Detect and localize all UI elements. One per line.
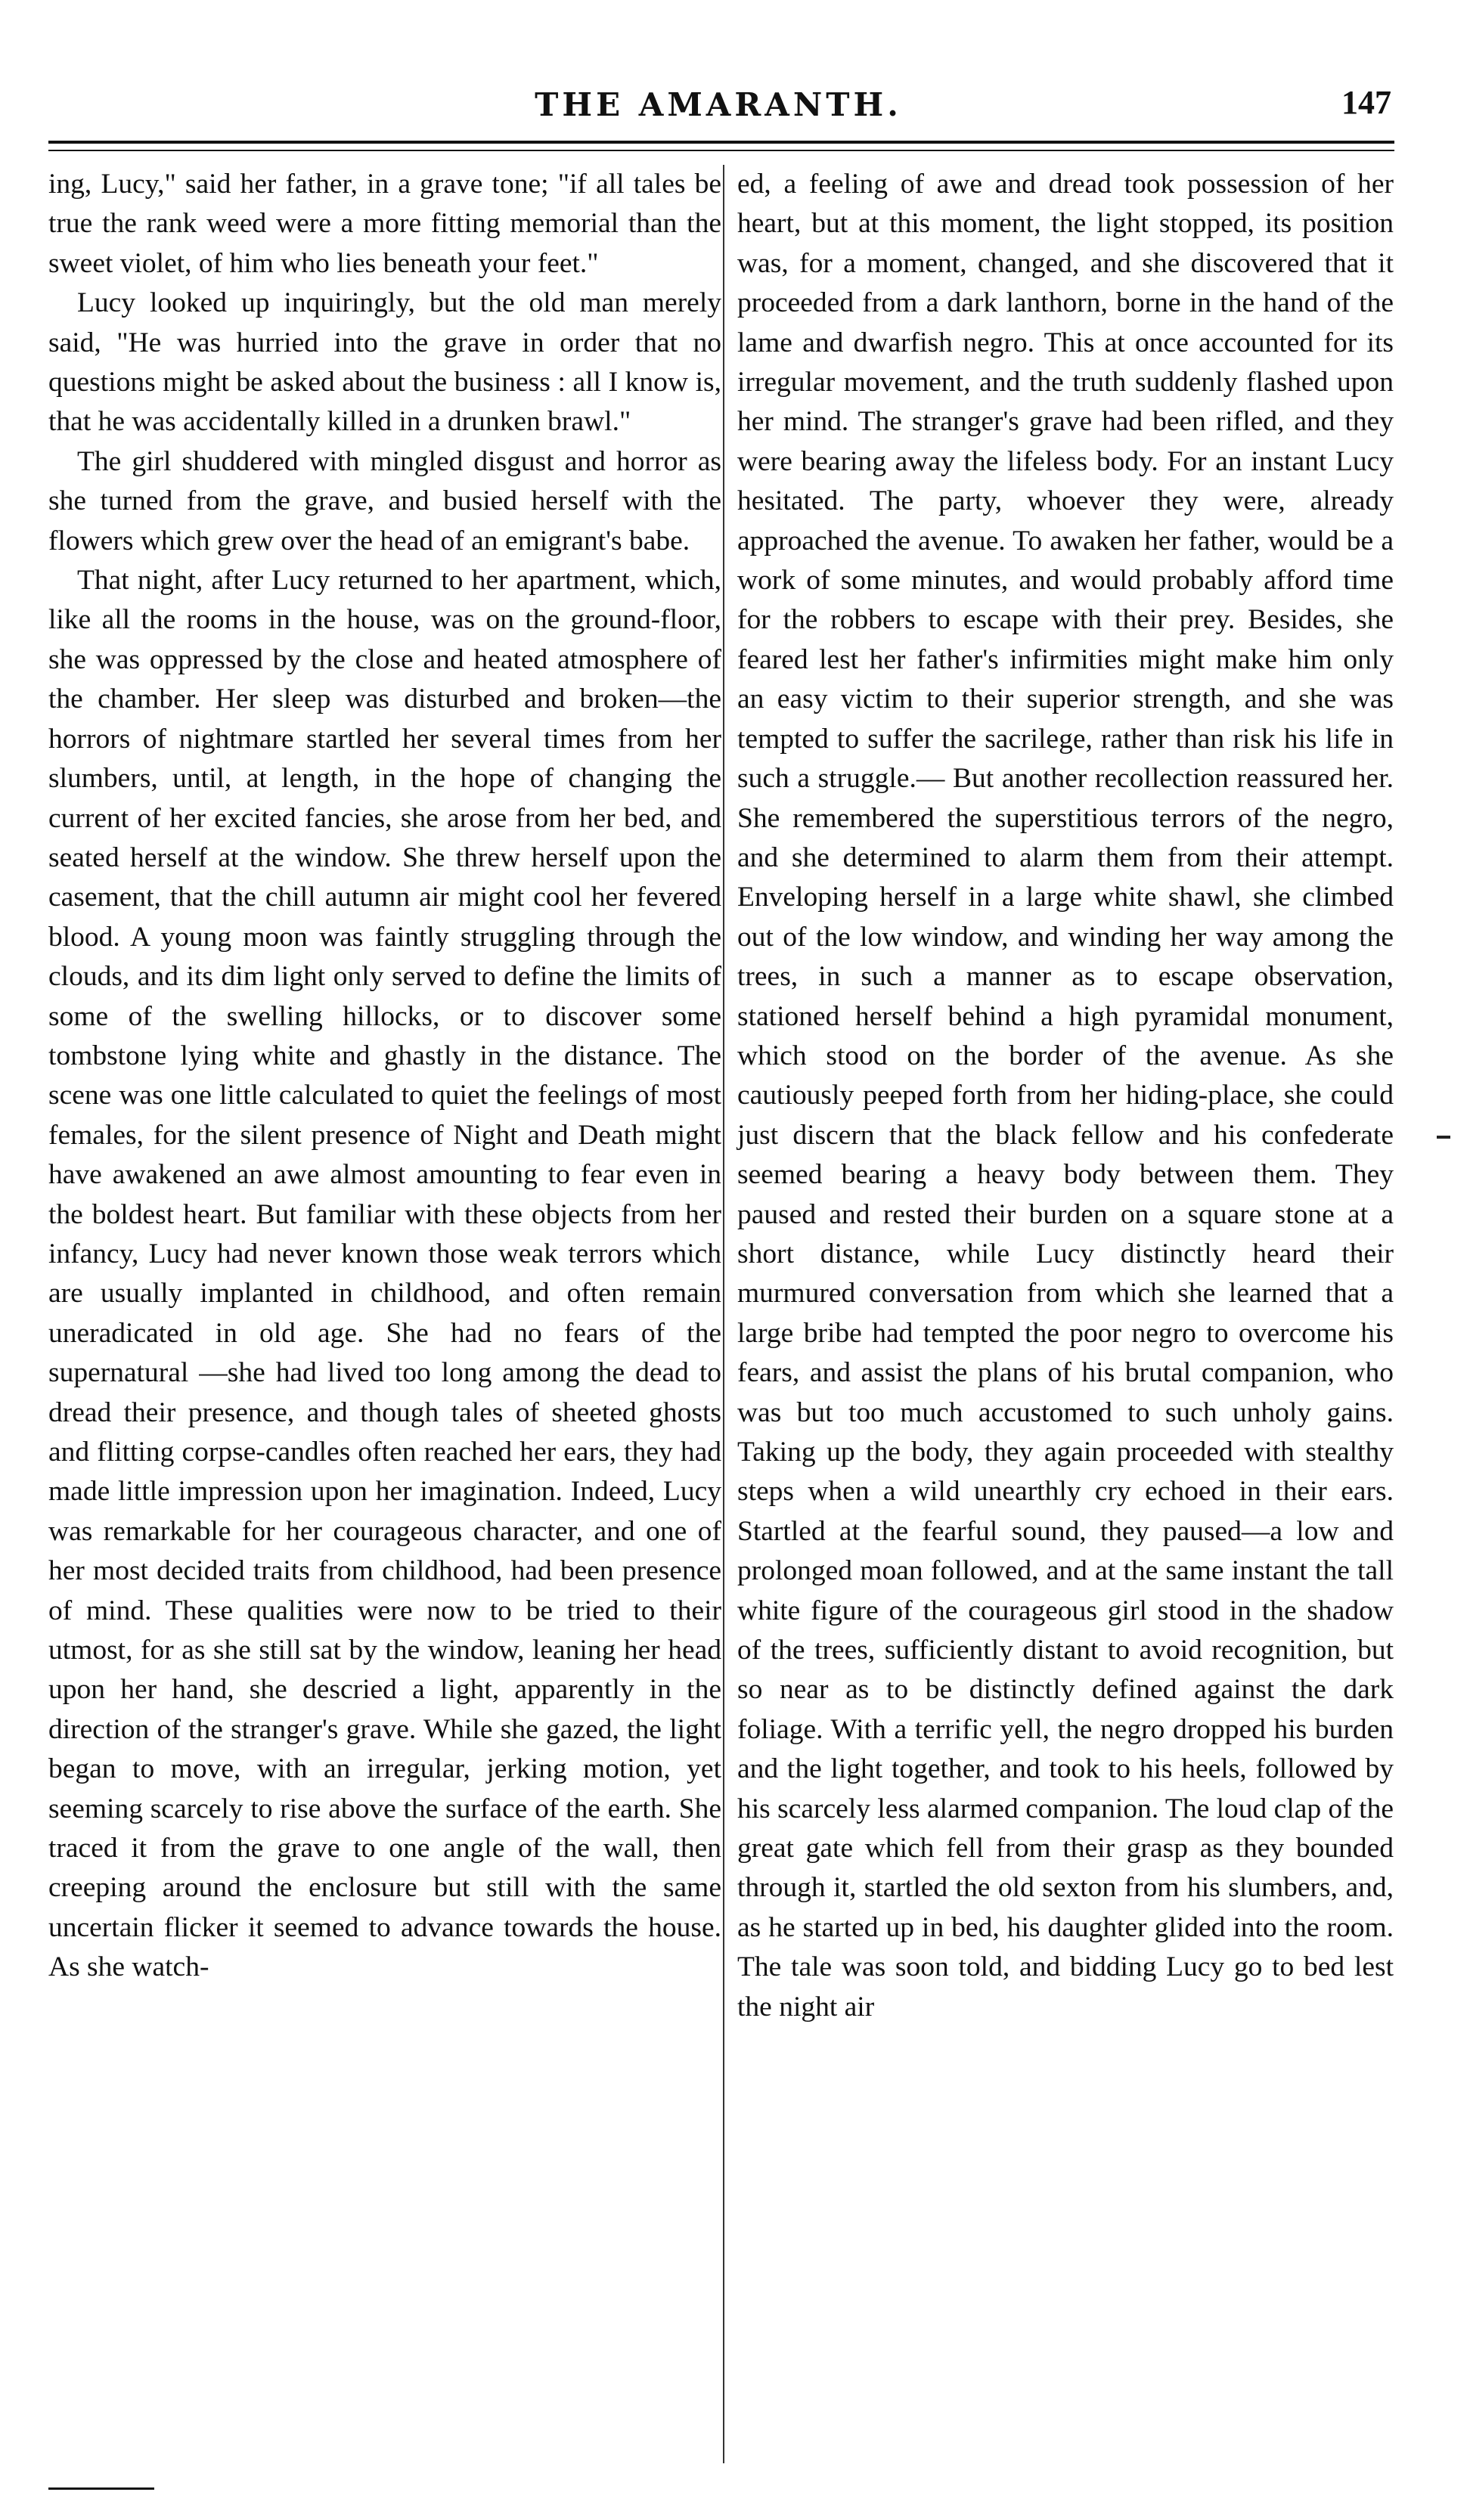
paragraph: ing, Lucy," said her father, in a grave tone; "if all tales be true the rank weed were a more fitting memorial than the sweet violet, of him who lies beneath your feet." [48,169,721,279]
paragraph: The girl shuddered with mingled disgust and horror as she turned from the grave, and busied herself with the flowers which grew over the head of an emigrant's babe. [48,445,721,556]
paragraph: That night, after Lucy returned to her apartment, which, like all the rooms in the house, was on the ground-floor, she was oppressed by the close and heated atmosphere of the chamber. Her sleep was disturbed and broken—the horrors of nightmare startled her several times from her slumbers, until, at length, in the hope of changing the current of her excited fancies, she arose from her bed, and seated herself at the window. She threw herself upon the casement, that the chill autumn air might cool her fevered blood. A young moon was faintly struggling through the clouds, and its dim light only served to define the limits of some of the swelling hillocks, or to discover some tombstone lying white and ghastly in the distance. The scene was one little calculated to quiet the feelings of most females, for the silent presence of Night and Death might have awakened an awe almost amounting to fear even in the boldest heart. But familiar with these objects from her infancy, Lucy had never known those weak terrors which are usually implanted in childhood, and often remain uneradicated in old age. She had no fears of the supernatural —she had lived too long among the dead to dread their presence, and though tales of sheeted ghosts and flitting corpse-candles often reached her ears, they had made little impression upon her imagination. Indeed, Lucy was remarkable for her courageous character, and one of her most decided traits from childhood, had been presence of mind. These qualities were now to be tried to their utmost, for as she still sat by the window, leaning her head upon her hand, she descried a light, apparently in the direction of the stranger's grave. While she gazed, the light began to move, with an irregular, jerking motion, yet seeming scarcely to rise above the surface of the earth. She traced it from the grave to one angle of the wall, then creeping around the enclosure but still with the same uncertain flicker it seemed to advance towards the house. As she watch- [48,565,721,1983]
header-rule-thick [48,141,1394,144]
left-column [48,165,721,1988]
column-divider [723,165,724,2463]
margin-mark [1437,1136,1450,1139]
header-rule-thin [48,150,1394,151]
footer-rule [48,2487,154,2490]
running-head: THE AMARANTH. [535,86,902,123]
right-column [737,165,1394,2027]
paragraph: Lucy looked up inquiringly, but the old man merely said, "He was hurried into the grave in order that no questions might be asked about the business : all I know is, that he was accidentally killed in a drunken brawl." [48,287,721,438]
page-header [45,70,1391,122]
paragraph: ed, a feeling of awe and dread took possession of her heart, but at this moment, the light stopped, its position was, for a moment, changed, and she discovered that it proceeded from a dark lanthorn, borne in the hand of the lame and dwarfish negro. This at once accounted for its irregular movement, and the truth suddenly flashed upon her mind. The stranger's grave had been rifled, and they were bearing away the lifeless body. For an instant Lucy hesitated. The party, whoever they were, already approached the avenue. To awaken her father, would be a work of some minutes, and would probably afford time for the robbers to escape with their prey. Besides, she feared lest her father's infirmities might make him only an easy victim to their superior strength, and she was tempted to suffer the sacrilege, rather than risk his life in such a struggle.— But another recollection reassured her. She remembered the superstitious terrors of the negro, and she determined to alarm them from their attempt. Enveloping herself in a large white shawl, she climbed out of the low window, and winding her way among the trees, in such a manner as to escape observation, stationed herself behind a high pyramidal monument, which stood on the border of the avenue. As she cautiously peeped forth from her hiding-place, she could just discern that the black fellow and his confederate seemed bearing a heavy body between them. They paused and rested their burden on a square stone at a short distance, while Lucy distinctly heard their murmured conversation from which she learned that a large bribe had tempted the poor negro to overcome his fears, and assist the plans of his brutal companion, who was but too much accustomed to such unholy gains. Taking up the body, they again proceeded with stealthy steps when a wild unearthly cry echoed in their ears. Startled at the fearful sound, they paused—a low and prolonged moan followed, and at the same instant the tall white figure of the courageous girl stood in the shadow of the trees, sufficiently distant to avoid recognition, but so near as to be distinctly defined against the dark foliage. With a terrific yell, the negro dropped his burden and the light together, and took to his heels, followed by his scarcely less alarmed companion. The loud clap of the great gate which fell from their grasp as they bounded through it, startled the old sexton from his slumbers, and, as he started up in bed, his daughter glided into the room. The tale was soon told, and bidding Lucy go to bed lest the night air [737,169,1394,2023]
page-number: 147 [1341,84,1391,121]
